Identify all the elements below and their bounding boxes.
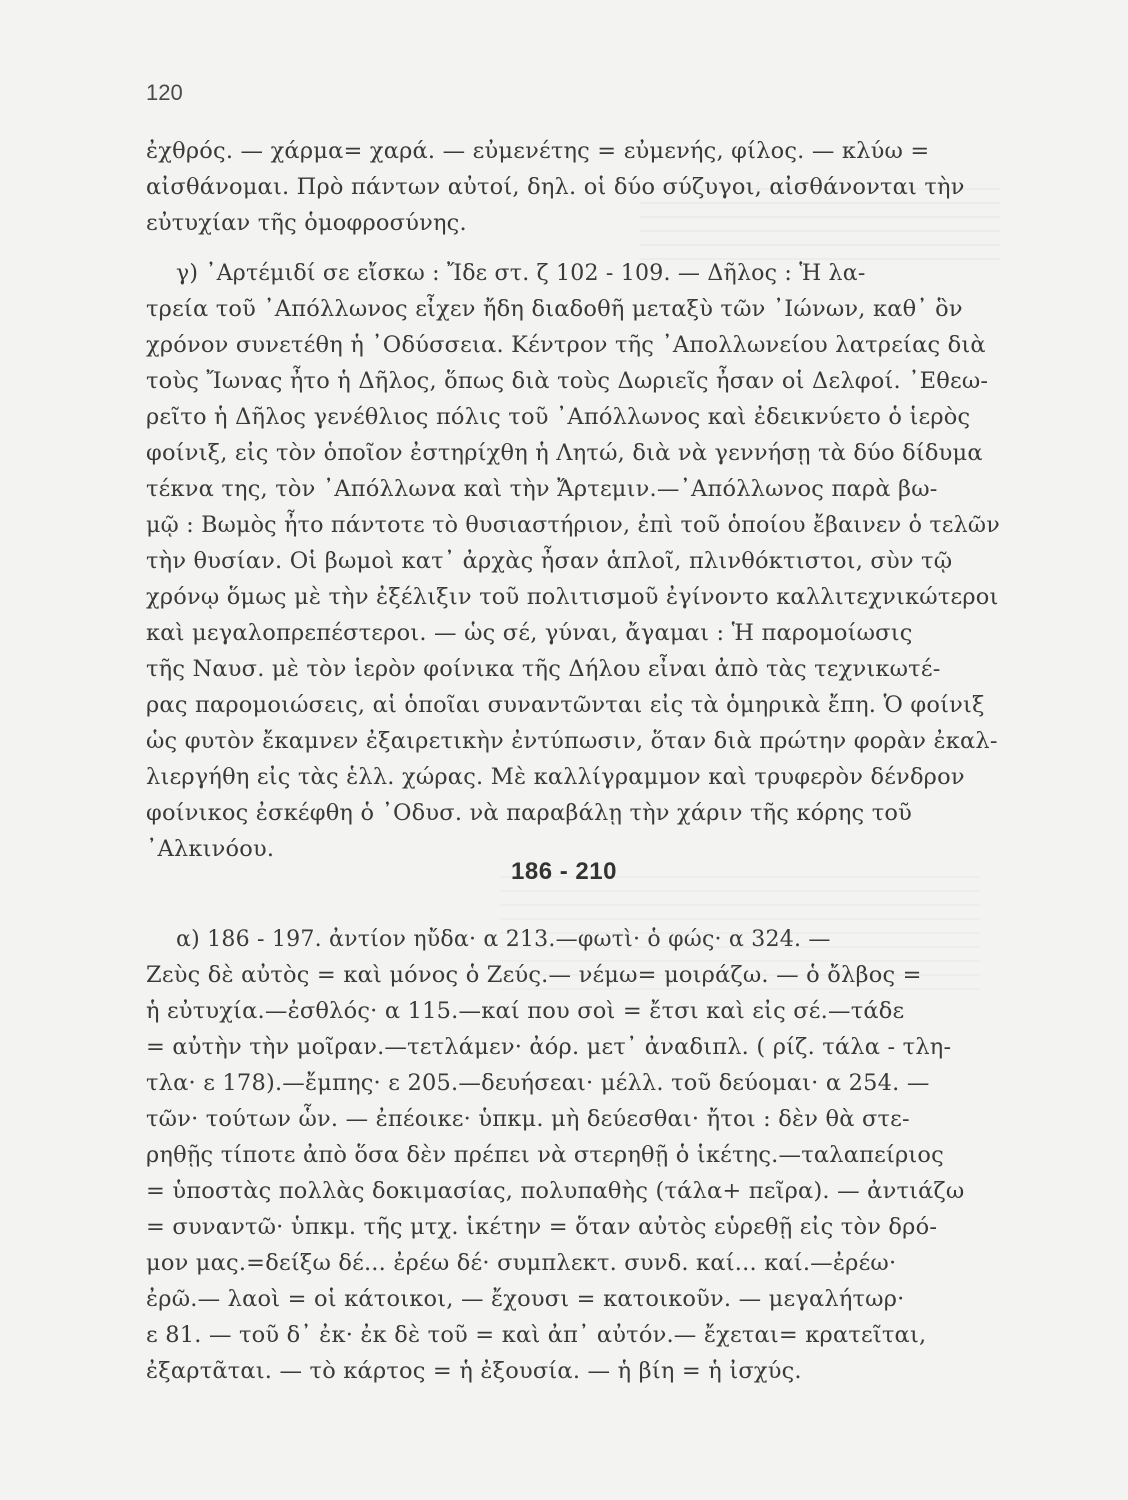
text-line: τοὺς Ἴωνας ἦτο ἡ Δῆλος, ὅπως διὰ τοὺς Δωριεῖς ἦσαν οἱ Δελφοί. ᾿Εθεω-: [146, 368, 989, 394]
text-line: λιεργήθη εἰς τὰς ἑλλ. χώρας. Μὲ καλλίγραμμον καὶ τρυφερὸν δένδρον: [146, 764, 965, 790]
text-line: Ζεὺς δὲ αὐτὸς = καὶ μόνος ὁ Ζεύς.— νέμω= μοιράζω. — ὁ ὄλβος =: [146, 962, 922, 988]
text-line: ἡ εὐτυχία.—ἐσθλός· α 115.—καί που σοὶ = ἔτσι καὶ εἰς σέ.—τάδε: [146, 998, 905, 1024]
text-line: = ὑποστὰς πολλὰς δοκιμασίας, πολυπαθὴς (τάλα+ πεῖρα). — ἀντιάζω: [146, 1178, 965, 1204]
text-line: μῷ : Βωμὸς ἦτο πάντοτε τὸ θυσιαστήριον, ἐπὶ τοῦ ὁποίου ἔβαινεν ὁ τελῶν: [146, 512, 1000, 538]
text-line: ἐχθρός. — χάρμα= χαρά. — εὐμενέτης = εὐμενής, φίλος. — κλύω =: [146, 138, 930, 164]
text-line: α) 186 - 197. ἀντίον ηὔδα· α 213.—φωτὶ· ὁ φώς· α 324. —: [176, 926, 831, 952]
text-line: = αὐτὴν τὴν μοῖραν.—τετλάμεν· ἀόρ. μετ᾿ ἀναδιπλ. ( ρίζ. τάλα - τλη-: [146, 1034, 952, 1060]
text-line: φοίνιξ, εἰς τὸν ὁποῖον ἐστηρίχθη ἡ Λητώ, διὰ νὰ γεννήσῃ τὰ δύο δίδυμα: [146, 440, 983, 466]
text-line: χρόνῳ ὅμως μὲ τὴν ἐξέλιξιν τοῦ πολιτισμοῦ ἐγίνοντο καλλιτεχνικώτεροι: [146, 584, 999, 610]
text-line: γ) ᾿Αρτέμιδί σε εἴσκω : Ἴδε στ. ζ 102 - 109. — Δῆλος : Ἡ λα-: [176, 260, 866, 286]
text-line: ρας παρομοιώσεις, αἱ ὁποῖαι συναντῶνται εἰς τὰ ὁμηρικὰ ἔπη. Ὁ φοίνιξ: [146, 692, 985, 718]
page-number: 120: [146, 80, 183, 105]
text-line: τέκνα της, τὸν ᾿Απόλλωνα καὶ τὴν Ἄρτεμιν.—᾿Απόλλωνος παρὰ βω-: [146, 476, 938, 502]
text-line: τὴν θυσίαν. Οἱ βωμοὶ κατ᾿ ἀρχὰς ἦσαν ἁπλοῖ, πλινθόκτιστοι, σὺν τῷ: [146, 548, 953, 574]
text-line: ρηθῇς τίποτε ἀπὸ ὅσα δὲν πρέπει νὰ στερηθῇ ὁ ἱκέτης.—ταλαπείριος: [146, 1142, 944, 1168]
text-line: αἰσθάνομαι. Πρὸ πάντων αὐτοί, δηλ. οἱ δύο σύζυγοι, αἰσθάνονται τὴν: [146, 174, 965, 200]
text-line: = συναντῶ· ὑπκμ. τῆς μτχ. ἱκέτην = ὅταν αὐτὸς εὑρεθῇ εἰς τὸν δρό-: [146, 1214, 938, 1240]
text-line: ε 81. — τοῦ δ᾿ ἐκ· ἐκ δὲ τοῦ = καὶ ἀπ᾿ αὐτόν.— ἔχεται= κρατεῖται,: [146, 1322, 927, 1348]
text-line: φοίνικος ἐσκέφθη ὁ ᾿Οδυσ. νὰ παραβάλῃ τὴν χάριν τῆς κόρης τοῦ: [146, 800, 912, 826]
text-line: χρόνον συνετέθη ἡ ᾿Οδύσσεια. Κέντρον τῆς ᾿Απολλωνείου λατρείας διὰ: [146, 332, 986, 358]
text-line: ᾿Αλκινόου.: [146, 836, 275, 862]
text-line: ἐξαρτᾶται. — τὸ κάρτος = ἡ ἐξουσία. — ἡ βίη = ἡ ἰσχύς.: [146, 1358, 802, 1384]
text-line: ὡς φυτὸν ἔκαμνεν ἐξαιρετικὴν ἐντύπωσιν, ὅταν διὰ πρώτην φορὰν ἐκαλ-: [146, 728, 998, 754]
text-line: μον μας.=δείξω δέ... ἐρέω δέ· συμπλεκτ. συνδ. καί... καί.—ἐρέω·: [146, 1250, 897, 1276]
text-line: τλα· ε 178).—ἔμπης· ε 205.—δευήσεαι· μέλλ. τοῦ δεύομαι· α 254. —: [146, 1070, 930, 1096]
text-line: ρεῖτο ἡ Δῆλος γενέθλιος πόλις τοῦ ᾿Απόλλωνος καὶ ἐδεικνύετο ὁ ἱερὸς: [146, 404, 971, 430]
text-line: τρεία τοῦ ᾿Απόλλωνος εἶχεν ἤδη διαδοθῆ μεταξὺ τῶν ᾿Ιώνων, καθ᾿ ὃν: [146, 296, 963, 322]
text-line: τῆς Ναυσ. μὲ τὸν ἱερὸν φοίνικα τῆς Δήλου εἶναι ἀπὸ τὰς τεχνικωτέ-: [146, 656, 941, 682]
text-line: εὐτυχίαν τῆς ὁμοφροσύνης.: [146, 210, 467, 236]
text-line: ἐρῶ.— λαοὶ = οἱ κάτοικοι, — ἔχουσι = κατοικοῦν. — μεγαλήτωρ·: [146, 1286, 905, 1312]
section-heading: 186 - 210: [511, 858, 617, 885]
text-line: τῶν· τούτων ὧν. — ἐπέοικε· ὑπκμ. μὴ δεύεσθαι· ἤτοι : δὲν θὰ στε-: [146, 1106, 910, 1132]
text-line: καὶ μεγαλοπρεπέστεροι. — ὡς σέ, γύναι, ἄγαμαι : Ἡ παρομοίωσις: [146, 620, 913, 646]
